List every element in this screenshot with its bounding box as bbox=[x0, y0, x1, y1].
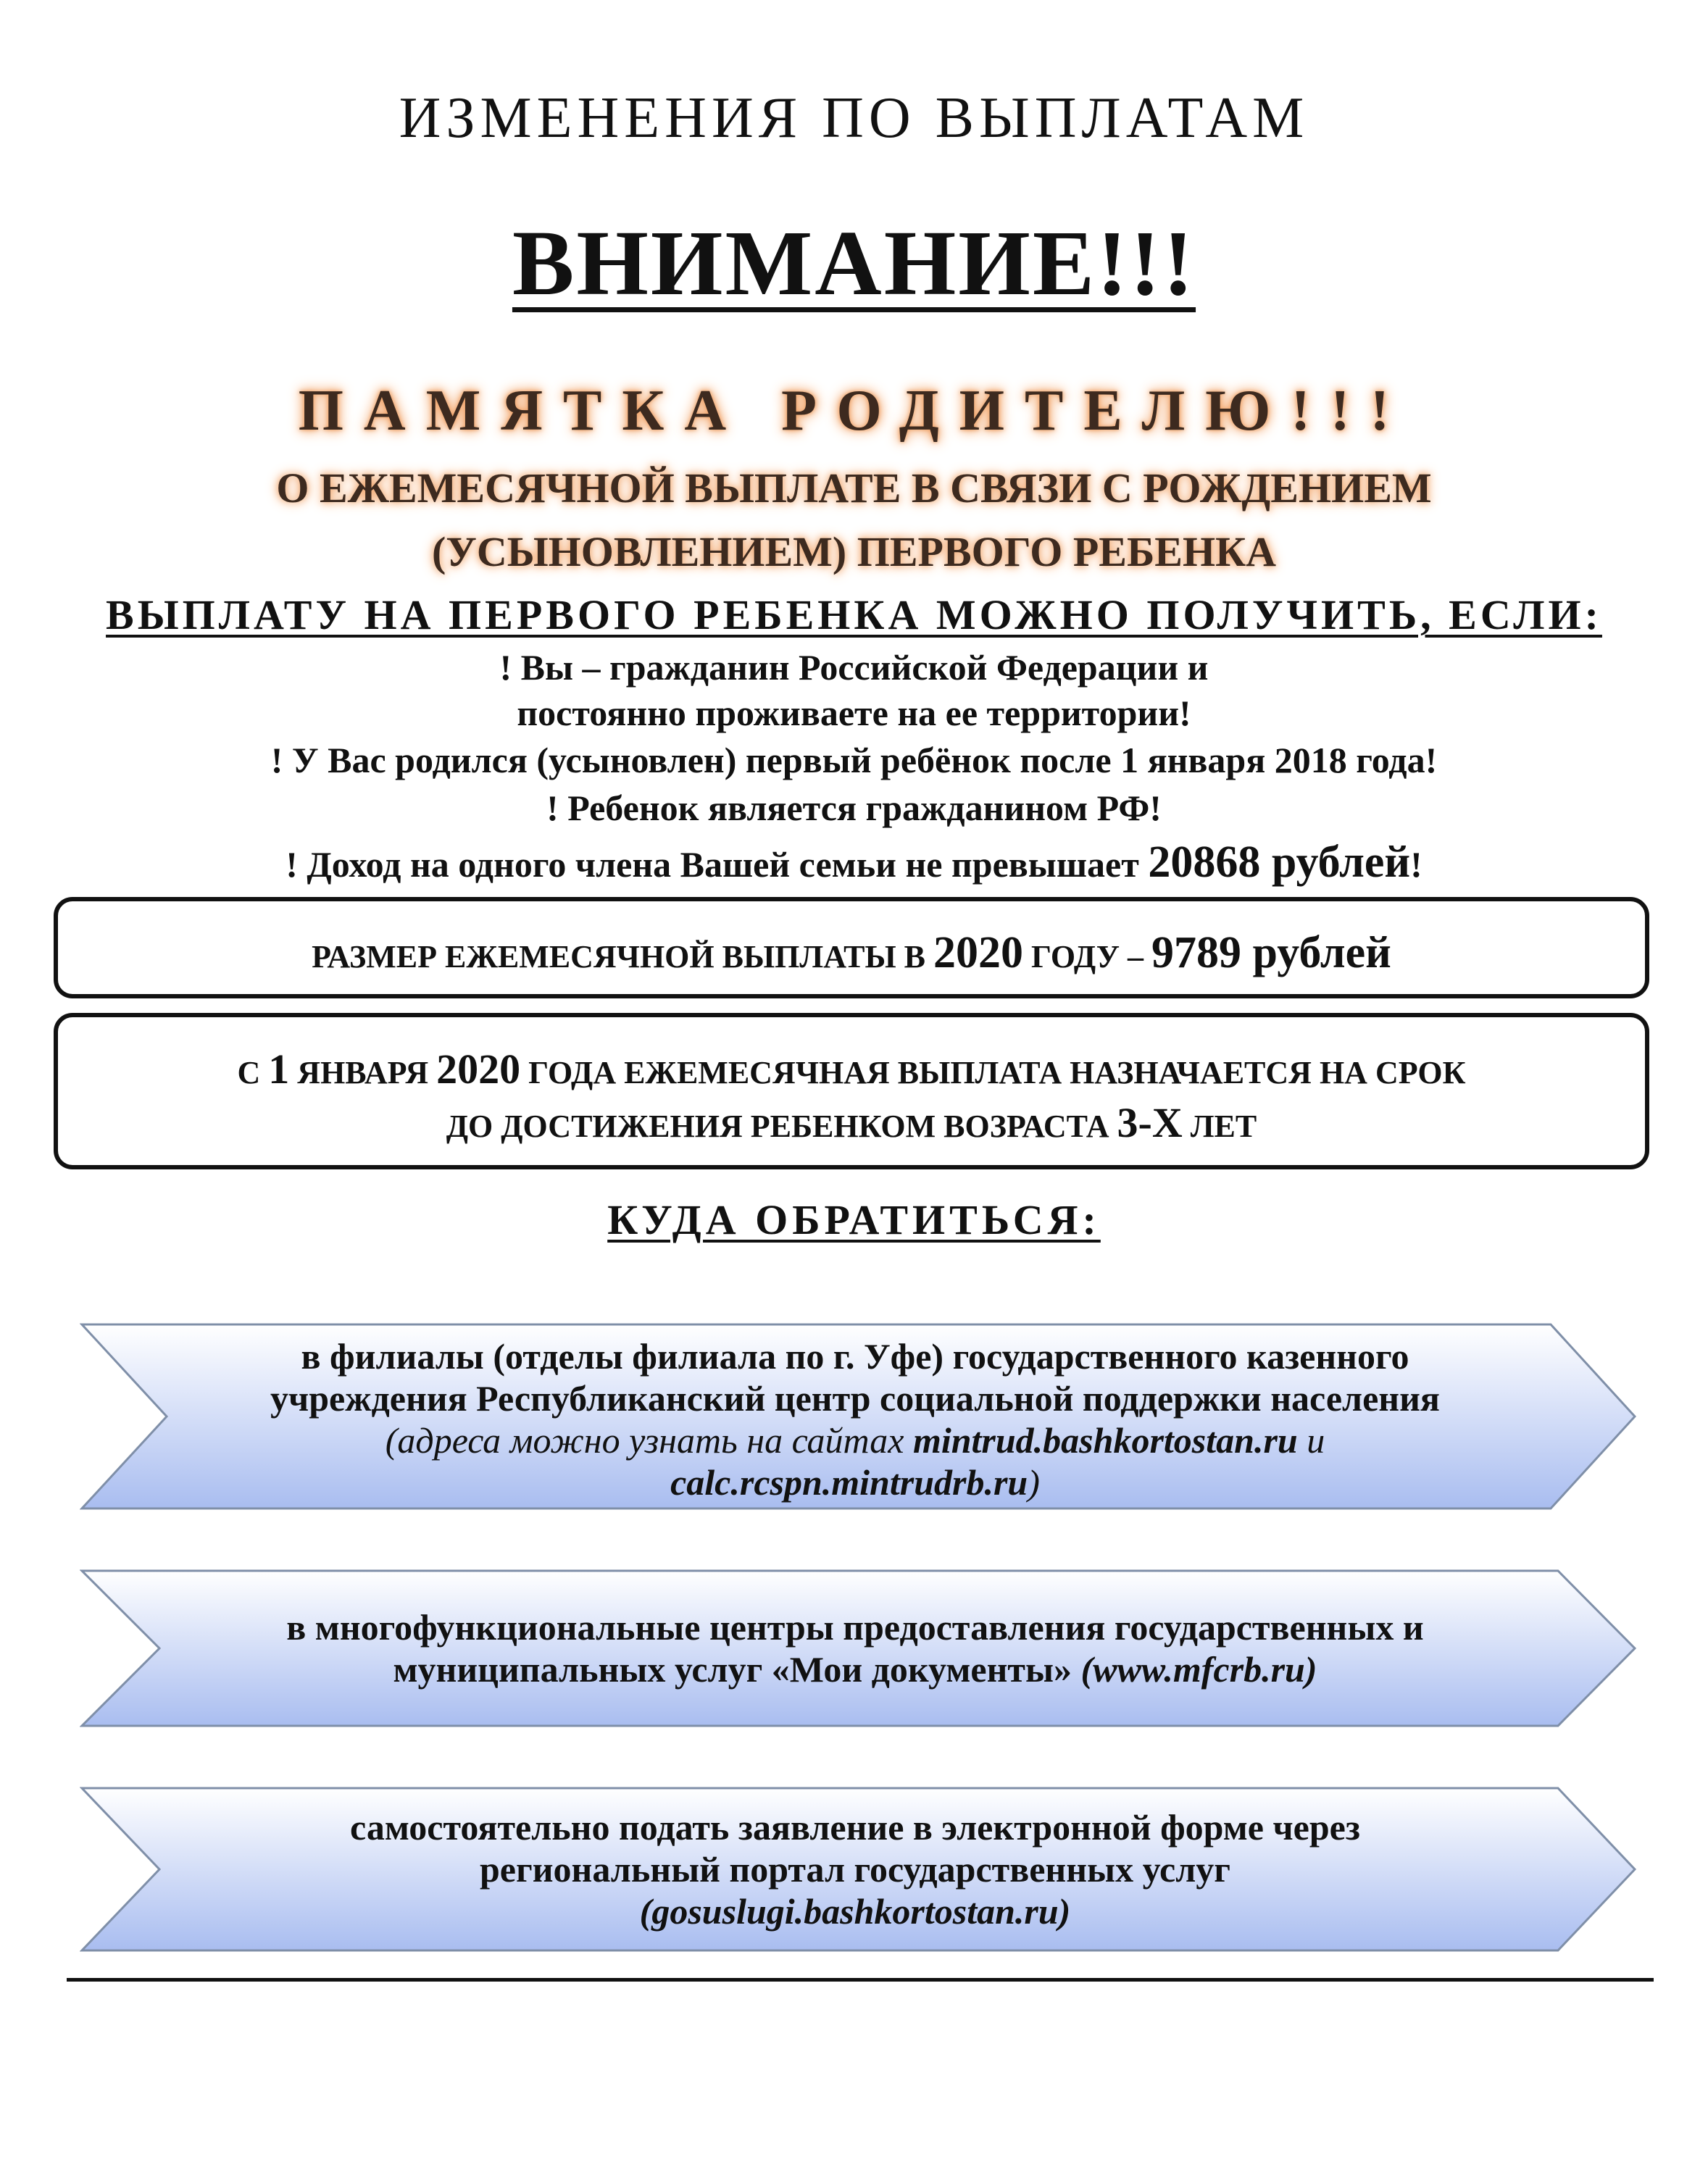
attention-text: ВНИМАНИЕ!!! bbox=[512, 212, 1196, 314]
term-l1-suffix: ГОДА ЕЖЕМЕСЯЧНАЯ ВЫПЛАТА НАЗНАЧАЕТСЯ НА СРОК bbox=[520, 1055, 1466, 1090]
condition-first-child: ! У Вас родился (усыновлен) первый ребёнок после 1 января 2018 года! bbox=[270, 740, 1438, 780]
option-online-portal bbox=[80, 1786, 1638, 1953]
term-l2-age: 3-Х bbox=[1117, 1099, 1183, 1146]
option1-note-close: ) bbox=[1028, 1462, 1040, 1503]
option1-line1: в филиалы (отделы филиала по г. Уфе) государственного казенного bbox=[301, 1336, 1409, 1377]
option1-note bbox=[181, 1419, 1529, 1461]
payment-prefix: РАЗМЕР ЕЖЕМЕСЯЧНОЙ ВЫПЛАТЫ В bbox=[312, 939, 933, 974]
option-branch-offices bbox=[80, 1322, 1638, 1511]
term-l1-year: 2020 bbox=[436, 1045, 521, 1093]
term-l1-day: 1 bbox=[268, 1045, 290, 1093]
option3-line1: самостоятельно подать заявление в электронной форме через bbox=[350, 1807, 1360, 1848]
memo-title: ПАМЯТКА РОДИТЕЛЮ!!! bbox=[298, 379, 1410, 443]
site-link-mfcrb[interactable]: (www.mfcrb.ru) bbox=[1080, 1649, 1317, 1690]
option-mfc-text bbox=[181, 1606, 1529, 1690]
option1-note-and: и bbox=[1297, 1420, 1325, 1461]
where-heading-text: КУДА ОБРАТИТЬСЯ: bbox=[607, 1196, 1101, 1243]
payment-amount-line bbox=[58, 927, 1645, 979]
payment-amount: 9789 рублей bbox=[1151, 928, 1391, 977]
option-mfc bbox=[80, 1569, 1638, 1728]
memo-subtitle-line2: (УСЫНОВЛЕНИЕМ) ПЕРВОГО РЕБЕНКА bbox=[431, 528, 1277, 575]
payment-term-box bbox=[54, 1013, 1649, 1169]
site-link-mintrud[interactable]: mintrud.bashkortostan.ru bbox=[912, 1420, 1298, 1461]
option2-line2: муниципальных услуг «Мои документы» bbox=[393, 1649, 1081, 1690]
option2-line1: в многофункциональные центры предоставления государственных и bbox=[286, 1607, 1424, 1648]
memo-subtitle-line1: О ЕЖЕМЕСЯЧНОЙ ВЫПЛАТЕ В СВЯЗИ С РОЖДЕНИЕМ bbox=[276, 464, 1432, 512]
term-l2-suffix: ЛЕТ bbox=[1182, 1109, 1257, 1144]
option-portal-text bbox=[181, 1806, 1529, 1932]
where-to-apply-heading bbox=[0, 1195, 1708, 1244]
site-link-gosuslugi[interactable]: (gosuslugi.bashkortostan.ru) bbox=[639, 1891, 1071, 1932]
bottom-divider bbox=[67, 1978, 1654, 1982]
income-amount: 20868 рублей bbox=[1148, 838, 1411, 887]
condition-child-citizen: ! Ребенок является гражданином РФ! bbox=[546, 788, 1162, 828]
conditions-heading-text: ВЫПЛАТУ НА ПЕРВОГО РЕБЕНКА МОЖНО ПОЛУЧИТЬ, ЕСЛИ: bbox=[106, 591, 1602, 638]
payment-middle: ГОДУ – bbox=[1023, 939, 1152, 974]
payment-year: 2020 bbox=[933, 928, 1023, 977]
option3-line2: региональный портал государственных услуг bbox=[480, 1849, 1230, 1890]
term-l1-mid: ЯНВАРЯ bbox=[289, 1055, 437, 1090]
term-l1-prefix: С bbox=[237, 1055, 269, 1090]
site-link-rcspn[interactable]: calc.rcspn.mintrudrb.ru bbox=[670, 1462, 1028, 1503]
conditions-heading bbox=[0, 590, 1708, 639]
option-branch-text bbox=[181, 1335, 1529, 1503]
option1-note-prefix: (адреса можно узнать на сайтах bbox=[385, 1420, 913, 1461]
document-header: ИЗМЕНЕНИЯ ПО ВЫПЛАТАМ bbox=[399, 86, 1309, 150]
income-suffix: ! bbox=[1410, 844, 1422, 885]
attention-title bbox=[0, 210, 1708, 317]
condition-residence: постоянно проживаете на ее территории! bbox=[517, 693, 1191, 733]
condition-citizenship: ! Вы – гражданин Российской Федерации и bbox=[499, 647, 1209, 688]
income-prefix: ! Доход на одного члена Вашей семьи не превышает bbox=[286, 844, 1149, 885]
condition-income bbox=[0, 837, 1708, 888]
option2-line2-wrap bbox=[181, 1648, 1529, 1690]
payment-amount-box bbox=[54, 897, 1649, 998]
term-line2 bbox=[58, 1098, 1645, 1147]
option1-line2: учреждения Республиканский центр социальной поддержки населения bbox=[270, 1378, 1440, 1419]
option1-note-line2 bbox=[181, 1461, 1529, 1503]
term-l2-prefix: ДО ДОСТИЖЕНИЯ РЕБЕНКОМ ВОЗРАСТА bbox=[446, 1109, 1117, 1144]
term-line1 bbox=[58, 1045, 1645, 1093]
